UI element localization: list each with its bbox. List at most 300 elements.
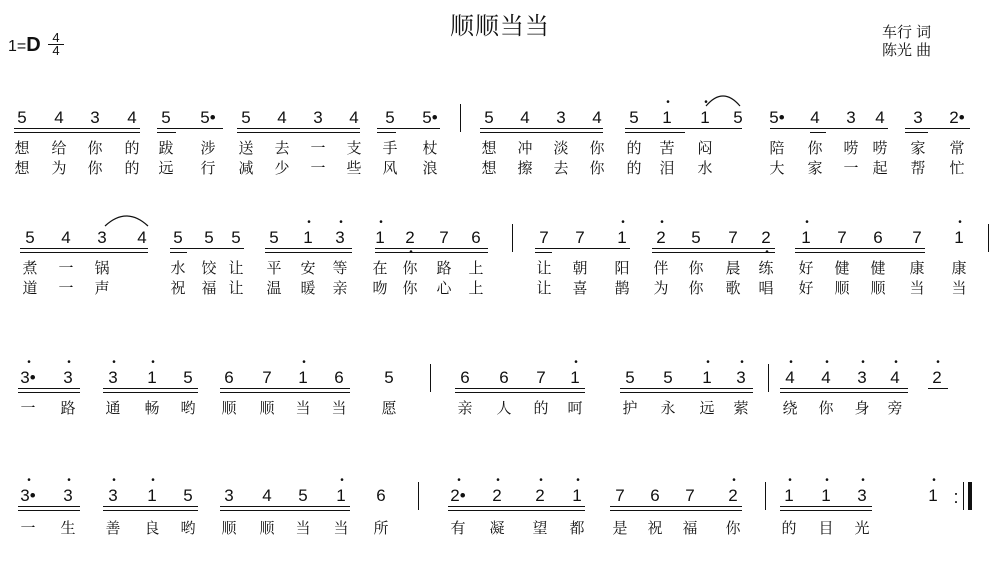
lyric-char: 想 bbox=[481, 140, 497, 157]
note: 1 bbox=[784, 486, 794, 505]
note: 5 bbox=[173, 228, 183, 247]
lyric-char: 都 bbox=[569, 520, 585, 537]
note: 5• bbox=[769, 108, 785, 127]
note: 7 bbox=[685, 486, 695, 505]
beam-line bbox=[928, 388, 948, 389]
note: 5 bbox=[691, 228, 701, 247]
note: 1 bbox=[375, 228, 385, 247]
lyric-char: 顺 bbox=[221, 520, 237, 537]
lyric-char: 你 bbox=[818, 400, 834, 417]
lyric-char: 喜 bbox=[572, 280, 588, 297]
note: 5 bbox=[484, 108, 494, 127]
lyric-char: 擦 bbox=[517, 160, 533, 177]
beam-line-double bbox=[780, 510, 872, 511]
lyric-char: 绕 bbox=[782, 400, 798, 417]
note: 4 bbox=[127, 108, 137, 127]
lyric-char: 上 bbox=[468, 280, 484, 297]
lyric-char: 唠 bbox=[843, 140, 859, 157]
note: 7 bbox=[837, 228, 847, 247]
note: 3 bbox=[63, 368, 73, 387]
lyric-char: 光 bbox=[854, 520, 870, 537]
lyric-char: 少 bbox=[274, 160, 290, 177]
beam-line bbox=[220, 388, 350, 389]
lyric-char: 跋 bbox=[158, 140, 174, 157]
lyric-char: 哟 bbox=[180, 520, 196, 537]
beam-line bbox=[18, 388, 80, 389]
note: 6 bbox=[376, 486, 386, 505]
note: 1 bbox=[928, 486, 938, 505]
lyric-char: 让 bbox=[228, 260, 244, 277]
lyric-char: 些 bbox=[346, 160, 362, 177]
lyric-char: 唠 bbox=[872, 140, 888, 157]
octave-dot-above: • bbox=[27, 357, 31, 368]
lyric-char: 上 bbox=[468, 260, 484, 277]
note: 1 bbox=[572, 486, 582, 505]
lyric-char: 旁 bbox=[887, 400, 903, 417]
key-prefix: 1= bbox=[8, 38, 27, 55]
note: 7 bbox=[615, 486, 625, 505]
lyric-char: 伴 bbox=[653, 260, 669, 277]
note: 3 bbox=[97, 228, 107, 247]
beam-line-double bbox=[170, 252, 187, 253]
credits bbox=[882, 24, 931, 60]
lyric-char: 想 bbox=[14, 160, 30, 177]
lyric-char: 苦 bbox=[659, 140, 675, 157]
note: 6 bbox=[650, 486, 660, 505]
octave-dot-above: • bbox=[27, 475, 31, 486]
time-signature bbox=[48, 30, 64, 58]
lyric-char: 亲 bbox=[457, 400, 473, 417]
note: 5• bbox=[422, 108, 438, 127]
beam-line bbox=[220, 506, 350, 507]
lyric-char: 让 bbox=[228, 280, 244, 297]
lyric-char: 你 bbox=[87, 140, 103, 157]
note: 1 bbox=[336, 486, 346, 505]
note: 1 bbox=[700, 108, 710, 127]
note: 7 bbox=[262, 368, 272, 387]
note: 4 bbox=[61, 228, 71, 247]
lyric-char: 让 bbox=[536, 260, 552, 277]
lyric-char: 朝 bbox=[572, 260, 588, 277]
octave-dot-above: • bbox=[861, 475, 865, 486]
beam-line bbox=[103, 388, 198, 389]
beam-line-double bbox=[810, 132, 826, 133]
beam-line bbox=[535, 248, 630, 249]
song-title: 顺顺当当 bbox=[450, 13, 550, 40]
lyric-char: 水 bbox=[697, 160, 713, 177]
beam-line-double bbox=[625, 132, 685, 133]
lyric-char: 平 bbox=[266, 260, 282, 277]
lyric-char: 生 bbox=[60, 520, 76, 537]
octave-dot-above: • bbox=[574, 357, 578, 368]
note: 3 bbox=[313, 108, 323, 127]
lyric-char: 永 bbox=[660, 400, 676, 417]
note: 6 bbox=[471, 228, 481, 247]
bar-line bbox=[460, 104, 461, 132]
lyric-char: 你 bbox=[807, 140, 823, 157]
lyric-char: 吻 bbox=[372, 280, 388, 297]
octave-dot-below: • bbox=[765, 247, 769, 258]
note: 1 bbox=[617, 228, 627, 247]
note: 6 bbox=[460, 368, 470, 387]
octave-dot-above: • bbox=[894, 357, 898, 368]
beam-line-double bbox=[455, 392, 585, 393]
note: 3 bbox=[335, 228, 345, 247]
note: 5 bbox=[231, 228, 241, 247]
beam-line bbox=[18, 506, 80, 507]
lyric-char: 的 bbox=[626, 140, 642, 157]
lyric-char: 望 bbox=[532, 520, 548, 537]
lyric-char: 所 bbox=[373, 520, 389, 537]
lyric-char: 一 bbox=[310, 140, 326, 157]
note: 5 bbox=[241, 108, 251, 127]
beam-line-double bbox=[18, 510, 80, 511]
lyric-char: 护 bbox=[622, 400, 638, 417]
lyric-char: 萦 bbox=[733, 400, 749, 417]
note: 3• bbox=[20, 368, 36, 387]
note: 3 bbox=[736, 368, 746, 387]
tie-arc bbox=[105, 212, 148, 226]
lyric-char: 帮 bbox=[910, 160, 926, 177]
lyric-char: 风 bbox=[382, 160, 398, 177]
note: 3 bbox=[857, 368, 867, 387]
lyric-char: 煮 bbox=[22, 260, 38, 277]
bar-line bbox=[765, 482, 766, 510]
octave-dot-above: • bbox=[666, 97, 670, 108]
lyric-char: 涉 bbox=[200, 140, 216, 157]
bar-line bbox=[988, 224, 989, 252]
beam-line-double bbox=[103, 392, 198, 393]
note: 3 bbox=[913, 108, 923, 127]
lyric-char: 送 bbox=[238, 140, 254, 157]
lyric-char: 康 bbox=[909, 260, 925, 277]
lyric-char: 愿 bbox=[381, 400, 397, 417]
lyric-char: 福 bbox=[682, 520, 698, 537]
beam-line bbox=[905, 128, 970, 129]
note: 1 bbox=[147, 368, 157, 387]
octave-dot-above: • bbox=[67, 357, 71, 368]
lyric-char: 手 bbox=[382, 140, 398, 157]
beam-line-double bbox=[795, 252, 925, 253]
beam-line bbox=[652, 248, 775, 249]
lyric-char: 去 bbox=[274, 140, 290, 157]
lyric-char: 去 bbox=[553, 160, 569, 177]
note: 5 bbox=[625, 368, 635, 387]
octave-dot-above: • bbox=[706, 357, 710, 368]
note: 4 bbox=[810, 108, 820, 127]
note: 1 bbox=[702, 368, 712, 387]
note: 4 bbox=[137, 228, 147, 247]
beam-line bbox=[14, 128, 140, 129]
octave-dot-above: • bbox=[112, 475, 116, 486]
lyric-char: 安 bbox=[300, 260, 316, 277]
note: 4 bbox=[875, 108, 885, 127]
note: 5 bbox=[629, 108, 639, 127]
octave-dot-above: • bbox=[740, 357, 744, 368]
note: 3 bbox=[108, 486, 118, 505]
note: 3 bbox=[108, 368, 118, 387]
lyric-char: 顺 bbox=[834, 280, 850, 297]
meter-top: 4 bbox=[52, 30, 60, 45]
note: 1 bbox=[662, 108, 672, 127]
lyric-char: 当 bbox=[295, 400, 311, 417]
beam-line bbox=[170, 248, 244, 249]
beam-line-double bbox=[610, 510, 742, 511]
beam-line bbox=[780, 388, 908, 389]
note: 3 bbox=[556, 108, 566, 127]
note: 2• bbox=[949, 108, 965, 127]
lyric-char: 一 bbox=[58, 280, 74, 297]
lyric-char: 远 bbox=[699, 400, 715, 417]
beam-line-double bbox=[652, 252, 775, 253]
lyric-char: 顺 bbox=[259, 400, 275, 417]
beam-line bbox=[610, 506, 742, 507]
lyric-char: 畅 bbox=[144, 400, 160, 417]
lyric-char: 当 bbox=[295, 520, 311, 537]
note: 7 bbox=[728, 228, 738, 247]
beam-line-double bbox=[20, 252, 148, 253]
lyric-char: 饺 bbox=[201, 260, 217, 277]
lyric-char: 你 bbox=[589, 160, 605, 177]
lyric-char: 好 bbox=[798, 280, 814, 297]
lyric-char: 家 bbox=[807, 160, 823, 177]
note: 5 bbox=[25, 228, 35, 247]
note: 5 bbox=[183, 486, 193, 505]
lyric-char: 忙 bbox=[949, 160, 965, 177]
note: 1 bbox=[821, 486, 831, 505]
note: 1 bbox=[147, 486, 157, 505]
note: 4 bbox=[277, 108, 287, 127]
octave-dot-above: • bbox=[788, 475, 792, 486]
lyric-char: 身 bbox=[854, 400, 870, 417]
note: 7 bbox=[912, 228, 922, 247]
beam-line bbox=[103, 506, 198, 507]
lyric-char: 的 bbox=[124, 140, 140, 157]
note: 4 bbox=[349, 108, 359, 127]
lyric-char: 顺 bbox=[870, 280, 886, 297]
note: 7 bbox=[539, 228, 549, 247]
note: 1 bbox=[570, 368, 580, 387]
lyric-char: 泪 bbox=[659, 160, 675, 177]
lyric-char: 一 bbox=[843, 160, 859, 177]
key-note: D bbox=[26, 34, 41, 56]
lyric-char: 善 bbox=[105, 520, 121, 537]
lyric-char: 福 bbox=[201, 280, 217, 297]
octave-dot-above: • bbox=[732, 475, 736, 486]
beam-line-double bbox=[535, 252, 552, 253]
note: 2• bbox=[450, 486, 466, 505]
lyric-char: 通 bbox=[105, 400, 121, 417]
beam-line-double bbox=[220, 392, 350, 393]
octave-dot-above: • bbox=[576, 475, 580, 486]
repeat-dots: : bbox=[953, 487, 959, 507]
lyric-char: 你 bbox=[87, 160, 103, 177]
lyric-char: 一 bbox=[58, 260, 74, 277]
note: 3 bbox=[846, 108, 856, 127]
note: 7 bbox=[575, 228, 585, 247]
note: 1 bbox=[298, 368, 308, 387]
lyric-char: 你 bbox=[725, 520, 741, 537]
note: 3 bbox=[857, 486, 867, 505]
beam-line-double bbox=[265, 252, 352, 253]
lyric-char: 道 bbox=[22, 280, 38, 297]
lyric-char: 路 bbox=[436, 260, 452, 277]
beam-line bbox=[480, 128, 603, 129]
beam-line-double bbox=[220, 510, 350, 511]
note: 5 bbox=[733, 108, 743, 127]
note: 2 bbox=[728, 486, 738, 505]
lyric-char: 练 bbox=[758, 260, 774, 277]
lyric-char: 阳 bbox=[614, 260, 630, 277]
lyric-char: 健 bbox=[834, 260, 850, 277]
lyric-char: 呵 bbox=[567, 400, 583, 417]
lyric-char: 好 bbox=[798, 260, 814, 277]
lyric-char: 减 bbox=[238, 160, 254, 177]
beam-line-double bbox=[480, 132, 603, 133]
lyric-char: 想 bbox=[14, 140, 30, 157]
repeat-end-barline bbox=[968, 482, 972, 510]
composer-credit: 陈光 曲 bbox=[882, 42, 932, 59]
note: 6 bbox=[499, 368, 509, 387]
lyric-char: 人 bbox=[496, 400, 512, 417]
beam-line-double bbox=[377, 132, 396, 133]
note: 1 bbox=[801, 228, 811, 247]
octave-dot-above: • bbox=[704, 97, 708, 108]
lyric-char: 的 bbox=[626, 160, 642, 177]
lyric-char: 水 bbox=[170, 260, 186, 277]
lyric-char: 淡 bbox=[553, 140, 569, 157]
note: 4 bbox=[592, 108, 602, 127]
octave-dot-above: • bbox=[457, 475, 461, 486]
bar-line bbox=[768, 364, 769, 392]
octave-dot-above: • bbox=[151, 357, 155, 368]
note: 2 bbox=[761, 228, 771, 247]
lyric-char: 等 bbox=[332, 260, 348, 277]
lyric-char: 健 bbox=[870, 260, 886, 277]
lyric-char: 陪 bbox=[769, 140, 785, 157]
note: 5 bbox=[663, 368, 673, 387]
note: 2 bbox=[535, 486, 545, 505]
repeat-thin-barline bbox=[963, 482, 964, 510]
lyric-char: 一 bbox=[20, 520, 36, 537]
octave-dot-above: • bbox=[936, 357, 940, 368]
lyric-char: 起 bbox=[872, 160, 888, 177]
beam-line-double bbox=[157, 132, 176, 133]
octave-dot-above: • bbox=[67, 475, 71, 486]
bar-line bbox=[512, 224, 513, 252]
beam-line bbox=[448, 506, 585, 507]
lyric-char: 给 bbox=[51, 140, 67, 157]
note: 5• bbox=[200, 108, 216, 127]
note: 6 bbox=[224, 368, 234, 387]
note: 3 bbox=[63, 486, 73, 505]
note: 3 bbox=[224, 486, 234, 505]
lyric-char: 为 bbox=[653, 280, 669, 297]
bar-line bbox=[430, 364, 431, 392]
note: 2 bbox=[656, 228, 666, 247]
lyric-char: 心 bbox=[436, 280, 452, 297]
note: 4 bbox=[54, 108, 64, 127]
note: 5 bbox=[161, 108, 171, 127]
octave-dot-above: • bbox=[932, 475, 936, 486]
octave-dot-above: • bbox=[825, 357, 829, 368]
lyric-char: 为 bbox=[51, 160, 67, 177]
octave-dot-above: • bbox=[340, 475, 344, 486]
note: 4 bbox=[821, 368, 831, 387]
note: 4 bbox=[890, 368, 900, 387]
lyric-char: 是 bbox=[612, 520, 628, 537]
lyric-char: 祝 bbox=[647, 520, 663, 537]
note: 2 bbox=[932, 368, 942, 387]
note: 5 bbox=[204, 228, 214, 247]
octave-dot-above: • bbox=[302, 357, 306, 368]
note: 6 bbox=[334, 368, 344, 387]
lyric-char: 锅 bbox=[94, 260, 110, 277]
beam-line-double bbox=[780, 392, 908, 393]
note: 5 bbox=[183, 368, 193, 387]
lyric-char: 良 bbox=[144, 520, 160, 537]
beam-line bbox=[770, 128, 888, 129]
lyric-char: 你 bbox=[589, 140, 605, 157]
note: 2 bbox=[492, 486, 502, 505]
beam-line bbox=[265, 248, 352, 249]
lyric-char: 你 bbox=[688, 280, 704, 297]
lyric-char: 凝 bbox=[489, 520, 505, 537]
lyric-char: 当 bbox=[951, 280, 967, 297]
lyric-char: 让 bbox=[536, 280, 552, 297]
beam-line-double bbox=[103, 510, 198, 511]
lyric-char: 想 bbox=[481, 160, 497, 177]
note: 5 bbox=[298, 486, 308, 505]
note: 7 bbox=[536, 368, 546, 387]
lyric-char: 当 bbox=[333, 520, 349, 537]
beam-line-double bbox=[620, 392, 753, 393]
beam-line-double bbox=[18, 392, 80, 393]
beam-line-double bbox=[905, 132, 928, 133]
note: 5 bbox=[385, 108, 395, 127]
octave-dot-above: • bbox=[379, 217, 383, 228]
lyric-char: 浪 bbox=[422, 160, 438, 177]
beam-line bbox=[157, 128, 223, 129]
lyric-char: 的 bbox=[781, 520, 797, 537]
octave-dot-above: • bbox=[339, 217, 343, 228]
lyric-char: 哟 bbox=[180, 400, 196, 417]
beam-line bbox=[455, 388, 585, 389]
lyric-char: 你 bbox=[402, 260, 418, 277]
lyric-char: 在 bbox=[372, 260, 388, 277]
lyric-char: 一 bbox=[20, 400, 36, 417]
lyricist-credit: 车行 词 bbox=[882, 24, 932, 41]
octave-dot-above: • bbox=[539, 475, 543, 486]
note: 2 bbox=[405, 228, 415, 247]
meter-bottom: 4 bbox=[52, 43, 60, 58]
beam-line-double bbox=[375, 252, 488, 253]
octave-dot-above: • bbox=[660, 217, 664, 228]
beam-line-double bbox=[448, 510, 585, 511]
lyric-char: 你 bbox=[402, 280, 418, 297]
note: 1 bbox=[303, 228, 313, 247]
lyric-char: 祝 bbox=[170, 280, 186, 297]
lyric-char: 顺 bbox=[259, 520, 275, 537]
lyric-char: 一 bbox=[310, 160, 326, 177]
lyric-char: 的 bbox=[533, 400, 549, 417]
octave-dot-below: • bbox=[409, 247, 413, 258]
octave-dot-above: • bbox=[958, 217, 962, 228]
lyric-char: 常 bbox=[949, 140, 965, 157]
note: 4 bbox=[785, 368, 795, 387]
tie-arc bbox=[706, 92, 740, 106]
note: 3 bbox=[90, 108, 100, 127]
